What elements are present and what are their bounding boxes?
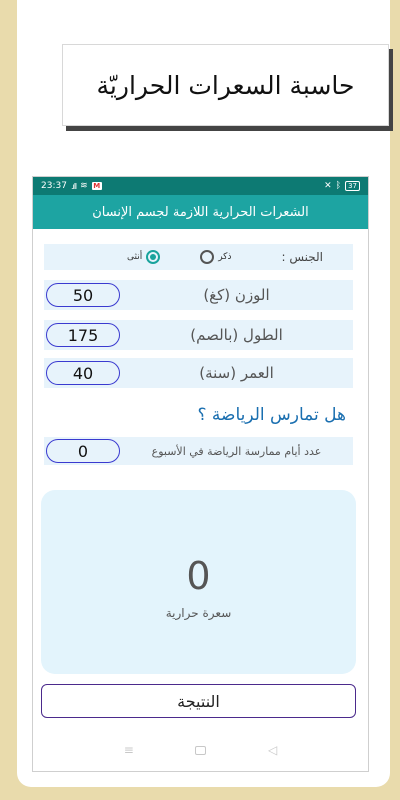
gender-row: [44, 244, 353, 270]
height-input[interactable]: 175: [46, 323, 120, 347]
radio-male-circle-icon[interactable]: [200, 250, 214, 264]
weight-input[interactable]: 50: [46, 283, 120, 307]
weight-label: الوزن (كغ): [203, 286, 270, 304]
result-card: [41, 490, 356, 674]
exercise-days-input[interactable]: 0: [46, 439, 120, 463]
signal-icon: .ıll: [70, 181, 77, 191]
back-icon[interactable]: ◁: [267, 743, 278, 757]
bluetooth-icon: ᛒ: [335, 181, 342, 191]
radio-male[interactable]: [200, 250, 231, 264]
app-bar: [33, 195, 368, 229]
weight-row: [44, 280, 353, 310]
app-title: الشعرات الحرارية اللازمة لجسم الإنسان: [92, 204, 309, 220]
promo-title: حاسبة السعرات الحراريّة: [96, 70, 355, 100]
calculate-button[interactable]: النتيجة: [41, 684, 356, 718]
wifi-icon: ≋: [80, 181, 88, 191]
radio-female-label: أنثى: [126, 252, 143, 262]
gender-label: الجنس :: [281, 250, 323, 264]
menu-icon[interactable]: ≡: [123, 743, 134, 757]
battery-icon: 37: [345, 181, 360, 191]
result-value: 0: [186, 554, 211, 598]
promo-banner: [62, 44, 389, 126]
phone-screen: [32, 176, 369, 772]
exercise-question: هل تمارس الرياضة ؟: [197, 405, 346, 425]
height-row: [44, 320, 353, 350]
age-row: [44, 358, 353, 388]
home-icon[interactable]: [195, 746, 206, 755]
nav-bar: [33, 737, 368, 763]
radio-male-label: ذكر: [218, 252, 232, 262]
radio-female-circle-icon[interactable]: [146, 250, 160, 264]
mail-icon: M: [93, 182, 101, 190]
mute-icon: ✕: [324, 181, 332, 191]
status-bar: [33, 177, 368, 195]
age-input[interactable]: 40: [46, 361, 120, 385]
status-time: 23:37: [41, 181, 67, 191]
exercise-days-row: [44, 437, 353, 465]
exercise-days-label: عدد أيام ممارسة الرياضة في الأسبوع: [151, 444, 322, 458]
radio-female[interactable]: [127, 250, 160, 264]
age-label: العمر (سنة): [199, 364, 274, 382]
result-unit: سعرة حرارية: [165, 606, 232, 620]
height-label: الطول (بالصم): [190, 326, 283, 344]
